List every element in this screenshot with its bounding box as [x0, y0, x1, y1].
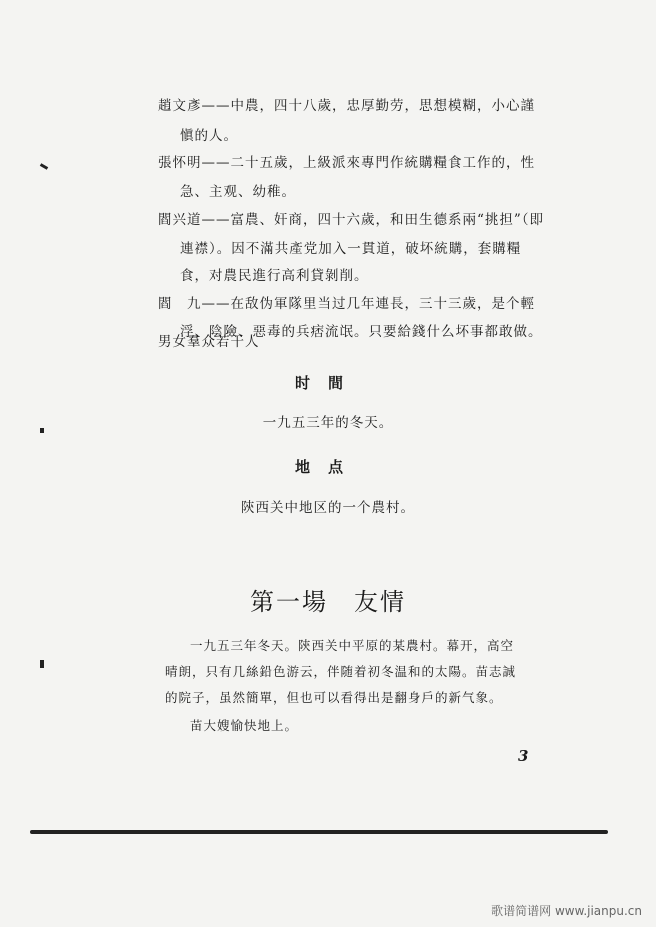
page-number: 3	[518, 747, 529, 765]
character-zhang-huaiming-cont: 急、主观、幼稚。	[180, 184, 296, 200]
character-zhao-wenyan-cont: 愼的人。	[180, 128, 238, 144]
character-yan-xingdao: 閻兴道——富農、奸商，四十六歲，和田生德系兩“挑担”（即	[158, 212, 545, 228]
scan-mark	[40, 660, 44, 668]
character-zhao-wenyan: 趙文彥——中農，四十八歲，忠厚勤劳，思想模糊，小心謹	[158, 98, 535, 114]
watermark: 歌谱简谱网 www.jianpu.cn	[491, 904, 642, 918]
character-zhang-huaiming: 張怀明——二十五歲，上級派來專門作統購糧食工作的，性	[158, 155, 535, 171]
scene-line: 苗大嫂愉快地上。	[190, 718, 299, 733]
bottom-rule	[30, 830, 608, 834]
place-text: 陝西关中地区的一个農村。	[241, 500, 415, 516]
character-yan-jiu-cont: 浮、陰險、惡毒的兵痞流氓。只要給錢什么坏事都敢做。	[180, 324, 543, 340]
time-heading: 时間	[294, 374, 361, 392]
scene-line: 一九五三年冬天。陝西关中平原的某農村。幕开，高空	[190, 638, 515, 653]
character-yan-xingdao-cont: 食，对農民進行高利貸剝削。	[180, 268, 369, 284]
scene-title: 第一場 友情	[250, 588, 406, 616]
scene-line: 晴朗，只有几絲鉛色游云，伴随着初冬温和的太陽。苗志誠	[165, 664, 517, 679]
scene-line: 的院子，虽然簡單，但也可以看得出是翻身戶的新气象。	[165, 690, 503, 705]
scan-mark	[40, 163, 48, 170]
character-yan-jiu: 閻 九——在敌伪軍隊里当过几年連長，三十三歲，是个輕	[158, 296, 535, 312]
time-text: 一九五三年的冬天。	[262, 415, 394, 431]
scan-mark	[40, 428, 44, 433]
crowd-line: 男女羣众若干人	[158, 334, 260, 350]
character-yan-xingdao-cont: 連襟）。因不滿共產党加入一貫道，破坏統購，套購糧	[180, 241, 522, 257]
place-heading: 地点	[294, 458, 361, 476]
